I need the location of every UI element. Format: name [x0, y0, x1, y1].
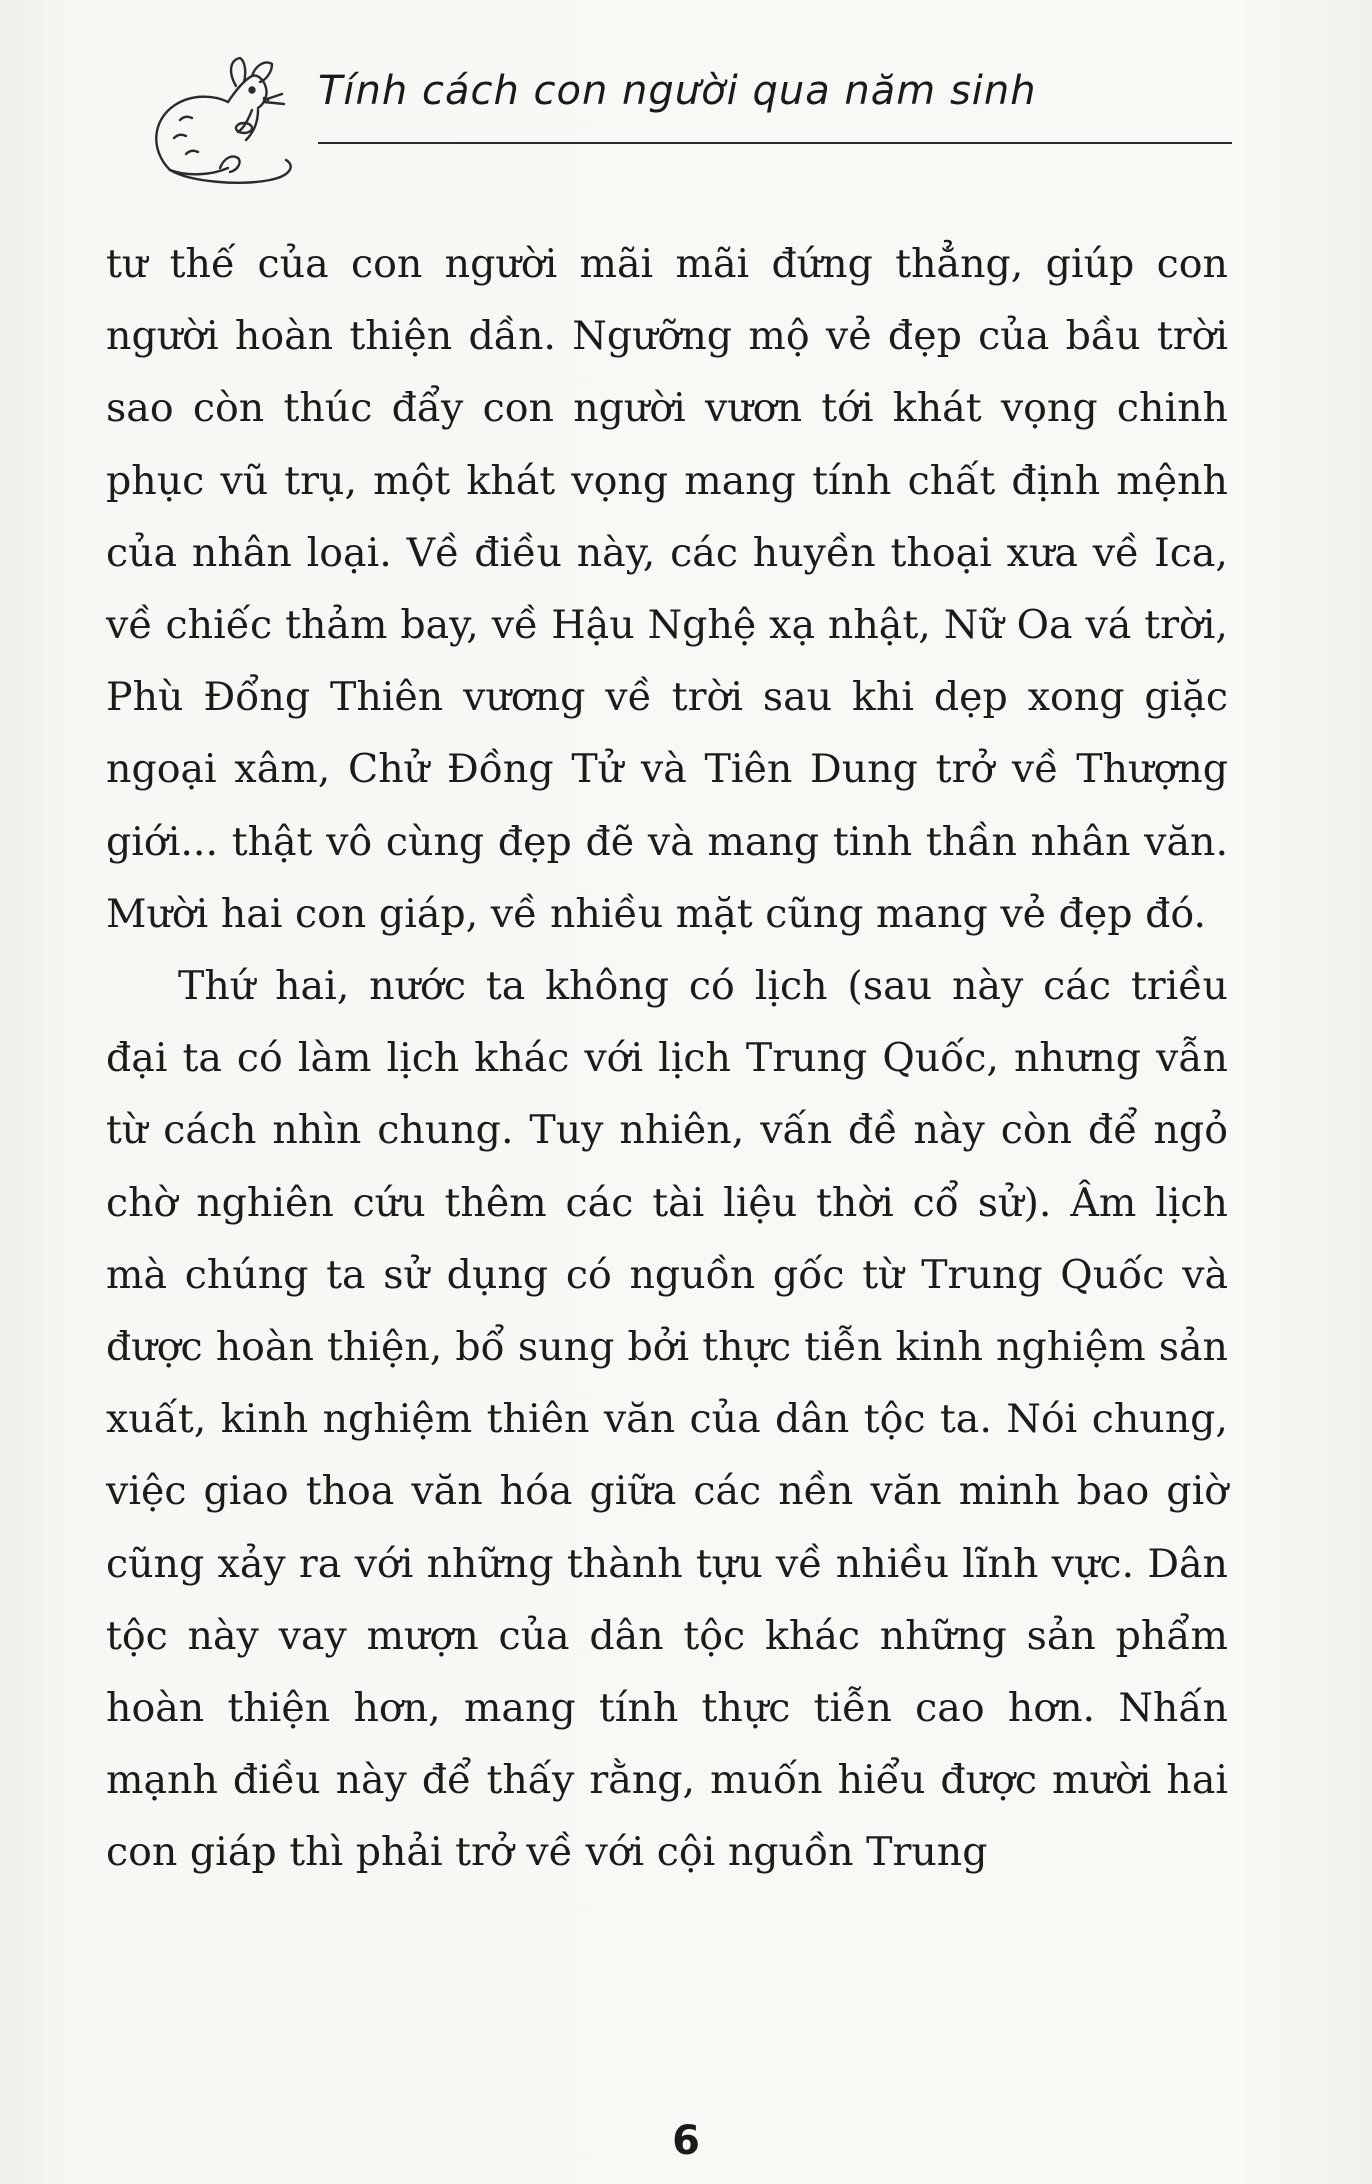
header-rule — [318, 142, 1232, 144]
rat-illustration-icon — [140, 50, 300, 190]
paragraph: Thứ hai, nước ta không có lịch (sau này các triều đại ta có làm lịch khác với lịch Trung Quốc, nhưng vẫn từ cách nhìn chung. Tuy nhiên, vấn đề này còn để ngỏ chờ nghiên cứu thêm các tài liệu thời cổ sử). Âm lịch mà chúng ta sử dụng có nguồn gốc từ Trung Quốc và được hoàn thiện, bổ sung bởi thực tiễn kinh nghiệm sản xuất, kinh nghiệm thiên văn của dân tộc ta. Nói chung, việc giao thoa văn hóa giữa các nền văn minh bao giờ cũng xảy ra với những thành tựu về nhiều lĩnh vực. Dân tộc này vay mượn của dân tộc khác những sản phẩm hoàn thiện hơn, mang tính thực tiễn cao hơn. Nhấn mạnh điều này để thấy rằng, muốn hiểu được mười hai con giáp thì phải trở về với cội nguồn Trung — [106, 963, 1228, 1876]
body-text — [106, 228, 1228, 1889]
paragraph-continued: tư thế của con người mãi mãi đứng thẳng, giúp con người hoàn thiện dần. Ngưỡng mộ vẻ đẹp của bầu trời sao còn thúc đẩy con người vươn tới khát vọng chinh phục vũ trụ, một khát vọng mang tính chất định mệnh của nhân loại. Về điều này, các huyền thoại xưa về Ica, về chiếc thảm bay, về Hậu Nghệ xạ nhật, Nữ Oa vá trời, Phù Đổng Thiên vương về trời sau khi dẹp xong giặc ngoại xâm, Chử Đồng Tử và Tiên Dung trở về Thượng giới... thật vô cùng đẹp đẽ và mang tinh thần nhân văn. Mười hai con giáp, về nhiều mặt cũng mang vẻ đẹp đó. — [106, 241, 1228, 937]
page-number: 6 — [672, 2118, 700, 2164]
running-head-title: Tính cách con người qua năm sinh — [318, 68, 1037, 114]
